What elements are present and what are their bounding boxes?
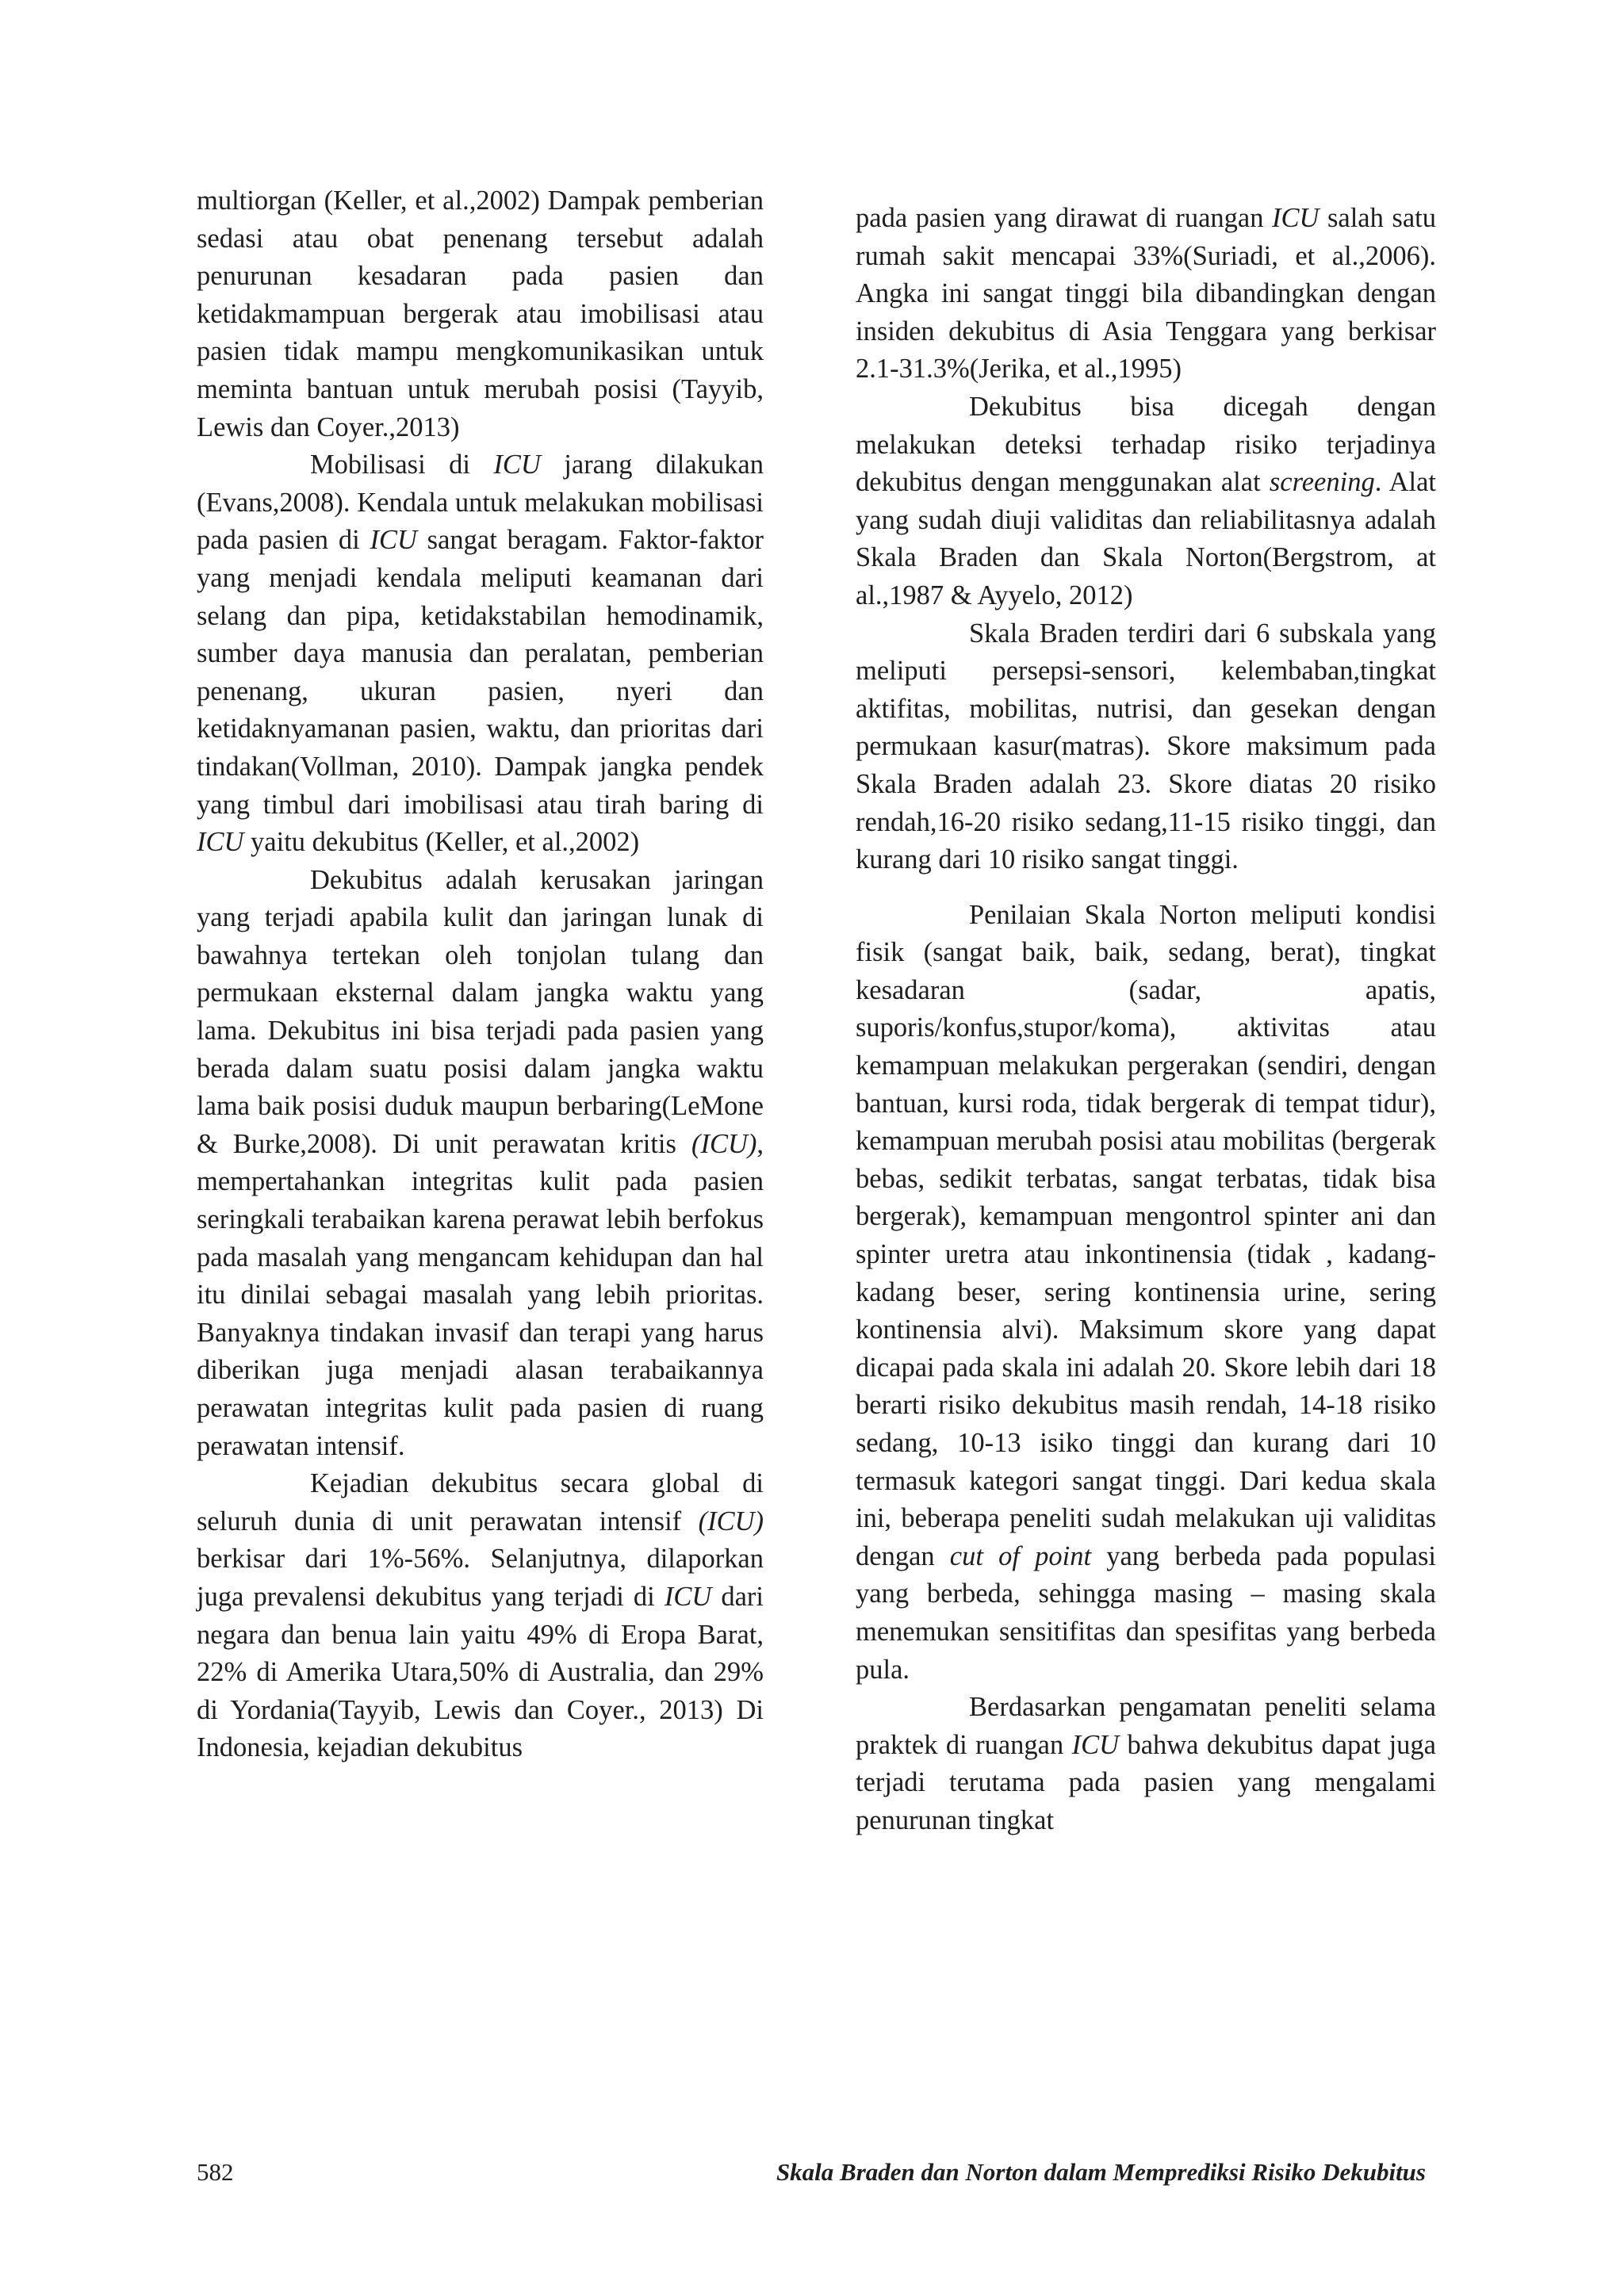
running-title: Skala Braden dan Norton dalam Memprediksi Risiko Dekubitus [776, 2158, 1426, 2186]
page-number: 582 [197, 2158, 234, 2186]
text-run: jarang dilakukan (Evans,2008). Kendala untuk melakukan mobilisasi pada pasien di [197, 450, 764, 556]
text-run: , mempertahankan integritas kulit pada pasien seringkali terabaikan karena perawat lebih berfokus pada masalah yang mengancam kehidupan dan hal itu dinilai sebagai masalah yang lebih prioritas. Banyaknya tindakan invasif dan terapi yang harus diberikan juga menjadi alasan terabaikannya perawatan integritas kulit pada pasien di ruang perawatan intensif. [197, 1128, 764, 1461]
italic-text-run: ICU [370, 525, 417, 556]
right-paragraph-4 [856, 897, 1436, 1689]
italic-text-run: ICU [1272, 203, 1320, 233]
text-run: pada pasien yang dirawat di ruangan [856, 203, 1273, 233]
italic-text-run: (ICU) [698, 1506, 764, 1536]
italic-text-run: ICU [493, 450, 541, 480]
text-run: berkisar dari 1%-56%. Selanjutnya, dilaporkan juga prevalensi dekubitus yang terjadi di [197, 1544, 764, 1612]
text-run: . Alat yang sudah diuji validitas dan reliabilitasnya adalah Skala Braden dan Skala Norton(Bergstrom, at al.,1987 & Ayyelo, 2012) [856, 467, 1437, 610]
italic-text-run: ICU [197, 827, 244, 858]
left-column [197, 182, 764, 1767]
italic-text-run: ICU [1071, 1729, 1120, 1760]
right-paragraph-2 [856, 388, 1436, 615]
text-run: Kejadian dekubitus secara global di seluruh dunia di unit perawatan intensif [197, 1468, 764, 1536]
right-paragraph-3 [856, 615, 1436, 879]
text-run: dari negara dan benua lain yaitu 49% di Eropa Barat, 22% di Amerika Utara,50% di Australia, dan 29% di Yordania(Tayyib, Lewis dan Coyer., 2013) Di Indonesia, kejadian dekubitus [197, 1581, 764, 1763]
text-run: multiorgan (Keller, et al.,2002) Dampak pemberian sedasi atau obat penenang tersebut adalah penurunan kesadaran pada pasien dan ketidakmampuan bergerak atau imobilisasi atau pasien tidak mampu mengkomunikasikan untuk meminta bantuan untuk merubah posisi (Tayyib, Lewis dan Coyer.,2013) [197, 186, 764, 442]
text-run: Dekubitus adalah kerusakan jaringan yang terjadi apabila kulit dan jaringan lunak di bawahnya tertekan oleh tonjolan tulang dan permukaan eksternal dalam jangka waktu yang lama. Dekubitus ini bisa terjadi pada pasien yang berada dalam suatu posisi dalam jangka waktu lama baik posisi duduk maupun berbaring(LeMone & Burke,2008). Di unit perawatan kritis [197, 864, 764, 1159]
italic-text-run: ICU [664, 1581, 712, 1612]
text-run: Dekubitus bisa dicegah dengan melakukan deteksi terhadap risiko terjadinya dekubitus dengan menggunakan alat [856, 391, 1436, 498]
text-run: sangat beragam. Faktor-faktor yang menjadi kendala meliputi keamanan dari selang dan pipa, ketidakstabilan hemodinamik, sumber daya manusia dan peralatan, pemberian penenang, ukuran pasien, nyeri dan ketidaknyamanan pasien, waktu, dan prioritas dari tindakan(Vollman, 2010). Dampak jangka pendek yang timbul dari imobilisasi atau tirah baring di [197, 525, 764, 820]
italic-text-run: (ICU) [691, 1128, 757, 1159]
left-paragraph-2 [197, 446, 764, 862]
text-run: yaitu dekubitus (Keller, et al.,2002) [243, 827, 640, 858]
right-column [856, 200, 1436, 1840]
text-run: Mobilisasi di [310, 450, 494, 480]
text-run: Skala Braden terdiri dari 6 subskala yang meliputi persepsi-sensori, kelembaban,tingkat aktifitas, mobilitas, nutrisi, dan gesekan dengan permukaan kasur(matras). Skore maksimum pada Skala Braden adalah 23. Skore diatas 20 risiko rendah,16-20 risiko sedang,11-15 risiko tinggi, dan kurang dari 10 risiko sangat tinggi. [856, 618, 1436, 875]
text-run: yang berbeda pada populasi yang berbeda, sehingga masing – masing skala menemukan sensitifitas dan spesifitas yang berbeda pula. [856, 1540, 1436, 1685]
italic-text-run: screening [1269, 467, 1375, 498]
text-run: salah satu rumah sakit mencapai 33%(Suriadi, et al.,2006). Angka ini sangat tinggi bila dibandingkan dengan insiden dekubitus di Asia Tenggara yang berkisar 2.1-31.3%(Jerika, et al.,1995) [856, 203, 1436, 385]
right-paragraph-5 [856, 1689, 1436, 1839]
text-run: Penilaian Skala Norton meliputi kondisi fisik (sangat baik, baik, sedang, berat), tingkat kesadaran (sadar, apatis, suporis/konfus,stupor/koma), aktivitas atau kemampuan melakukan pergerakan (sendiri, dengan bantuan, kursi roda, tidak bergerak di tempat tidur), kemampuan merubah posisi atau mobilitas (bergerak bebas, sedikit terbatas, sangat terbatas, tidak bisa bergerak), kemampuan mengontrol spinter ani dan spinter uretra atau inkontinensia (tidak , kadang-kadang beser, sering kontinensia urine, sering kontinensia alvi). Maksimum skore yang dapat dicapai pada skala ini adalah 20. Skore lebih dari 18 berarti risiko dekubitus masih rendah, 14-18 risiko sedang, 10-13 isiko tinggi dan kurang dari 10 termasuk kategori sangat tinggi. Dari kedua skala ini, beberapa peneliti sudah melakukan uji validitas dengan [856, 899, 1436, 1571]
right-paragraph-1 [856, 200, 1436, 388]
left-paragraph-3 [197, 862, 764, 1466]
left-paragraph-4 [197, 1465, 764, 1767]
text-run: Berdasarkan pengamatan peneliti selama praktek di ruangan [856, 1692, 1436, 1760]
text-run: bahwa dekubitus dapat juga terjadi terutama pada pasien yang mengalami penurunan tingkat [856, 1729, 1436, 1835]
italic-text-run: cut of point [949, 1540, 1092, 1571]
left-paragraph-1 [197, 182, 764, 446]
